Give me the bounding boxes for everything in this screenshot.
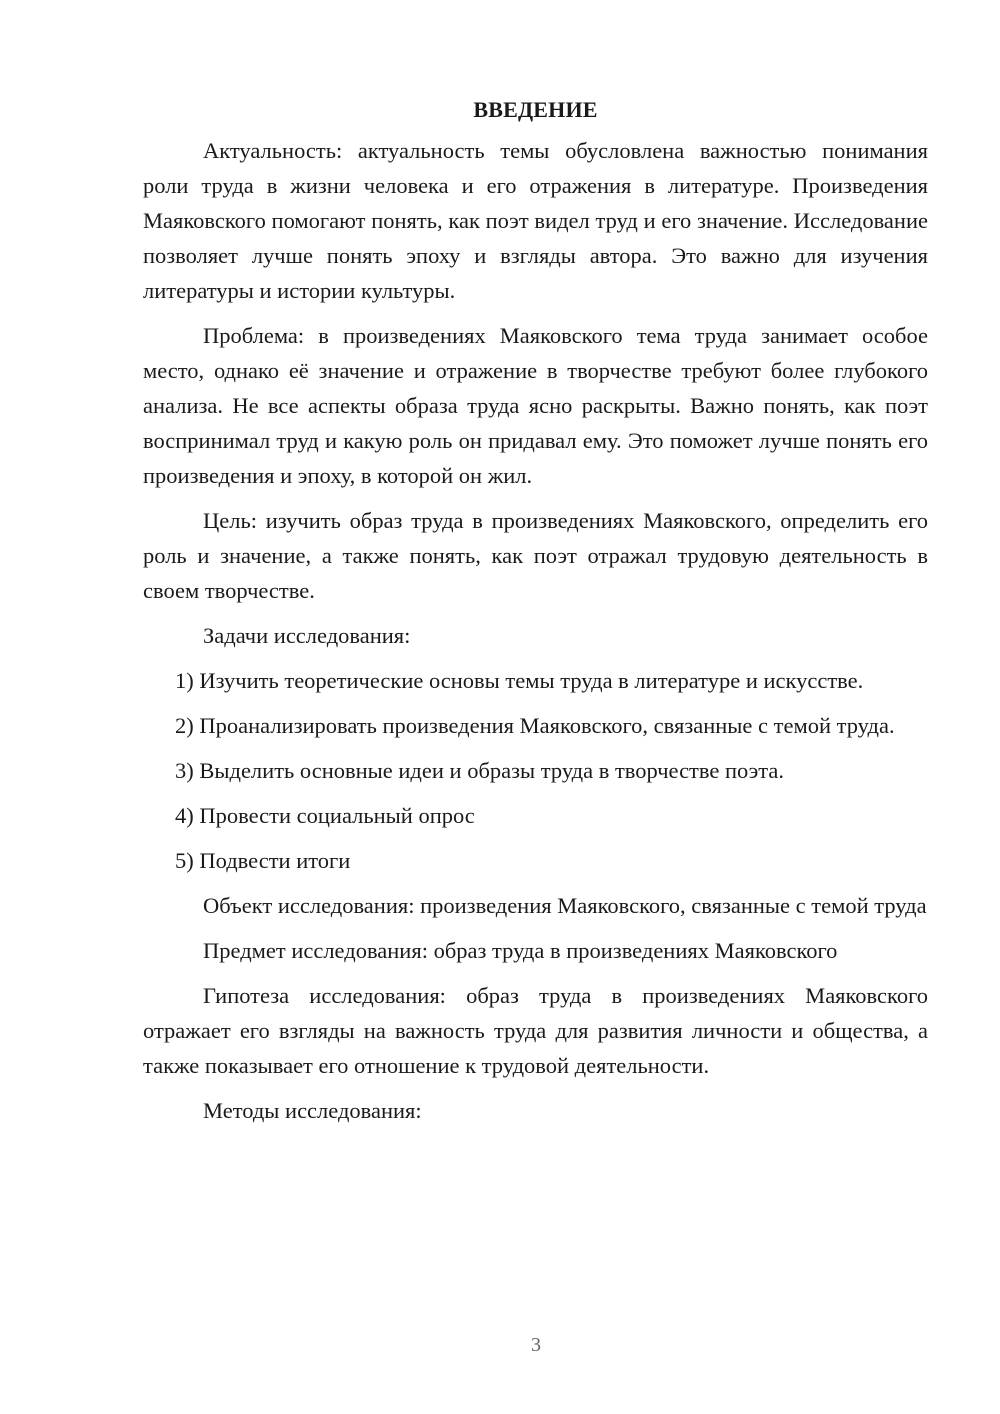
paragraph-methods: Методы исследования: bbox=[203, 1098, 422, 1123]
page-number: 3 bbox=[531, 1334, 541, 1356]
paragraph-relevance: Актуальность: актуальность темы обусловлена важностью понимания роли труда в жизни человека и его отражения в литературе. Произведения Маяковского помогают понять, как поэт видел труд и его значение. Исследование позволяет лучше понять эпоху и взгляды автора. Это важно для изучения литературы и истории культуры. bbox=[143, 138, 928, 303]
paragraph-tasks-heading: Задачи исследования: bbox=[203, 623, 411, 648]
task-item-5: 5) Подвести итоги bbox=[175, 848, 351, 873]
paragraph-object: Объект исследования: произведения Маяковского, связанные с темой труда bbox=[203, 893, 927, 918]
task-item-4: 4) Провести социальный опрос bbox=[175, 803, 475, 828]
task-item-2: 2) Проанализировать произведения Маяковского, связанные с темой труда. bbox=[175, 713, 895, 738]
page-content bbox=[143, 92, 928, 1138]
task-item-1: 1) Изучить теоретические основы темы труда в литературе и искусстве. bbox=[175, 668, 864, 693]
paragraph-problem: Проблема: в произведениях Маяковского тема труда занимает особое место, однако её значение и отражение в творчестве требуют более глубокого анализа. Не все аспекты образа труда ясно раскрыты. Важно понять, как поэт воспринимал труд и какую роль он придавал ему. Это поможет лучше понять его произведения и эпоху, в которой он жил. bbox=[143, 323, 928, 488]
paragraph-goal: Цель: изучить образ труда в произведениях Маяковского, определить его роль и значение, а также понять, как поэт отражал трудовую деятельность в своем творчестве. bbox=[143, 508, 928, 603]
task-item-3: 3) Выделить основные идеи и образы труда в творчестве поэта. bbox=[175, 758, 784, 783]
paragraph-subject: Предмет исследования: образ труда в произведениях Маяковского bbox=[203, 938, 838, 963]
paragraph-hypothesis: Гипотеза исследования: образ труда в произведениях Маяковского отражает его взгляды на важность труда для развития личности и общества, а также показывает его отношение к трудовой деятельности. bbox=[143, 983, 928, 1078]
section-title: ВВЕДЕНИЕ bbox=[473, 97, 598, 122]
